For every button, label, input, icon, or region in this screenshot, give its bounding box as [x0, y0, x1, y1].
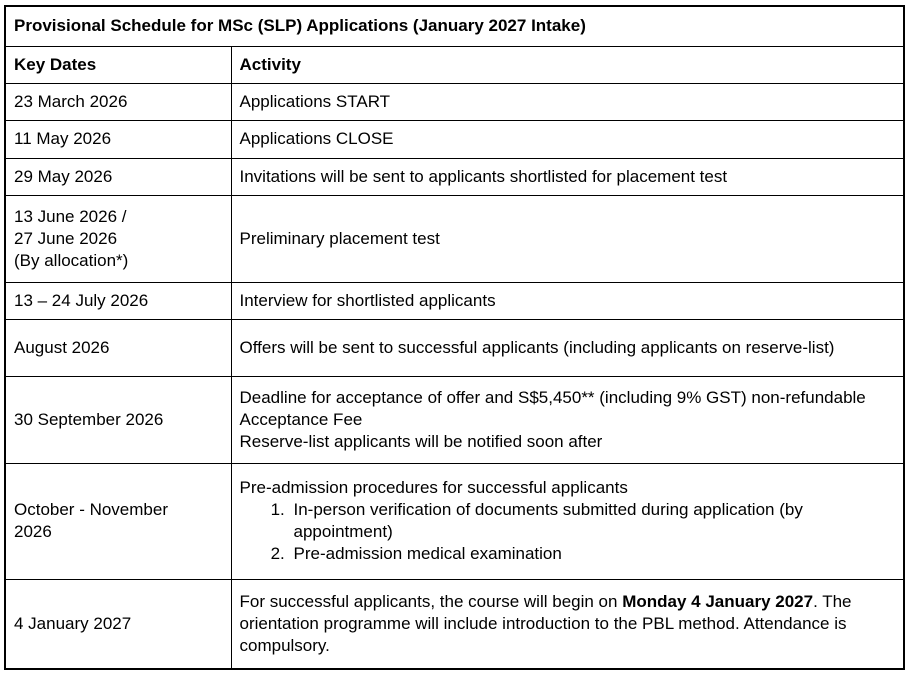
column-header-key-dates: Key Dates — [5, 46, 231, 83]
table-title-row — [5, 6, 904, 46]
activity-cell — [231, 376, 904, 463]
activity-cell — [231, 195, 904, 282]
activity-text: Invitations will be sent to applicants shortlisted for placement test — [239, 166, 728, 186]
table-header-row — [5, 46, 904, 83]
activity-text: For successful applicants, the course will begin on Monday 4 January 2027. The orientation programme will include introduction to the PBL method. Attendance is compulsory. — [239, 591, 852, 655]
key-dates-cell: 30 September 2026 — [5, 376, 231, 463]
key-dates-cell: 11 May 2026 — [5, 120, 231, 158]
table-row — [5, 579, 904, 669]
key-dates-cell: October - November 2026 — [5, 463, 231, 579]
key-dates-cell: 29 May 2026 — [5, 158, 231, 195]
activity-text: Applications CLOSE — [239, 129, 394, 148]
activity-cell — [231, 282, 904, 319]
activity-text: Reserve-list applicants will be notified soon after — [239, 431, 603, 451]
schedule-table — [4, 5, 905, 670]
list-item: 2. Pre-admission medical examination — [290, 543, 896, 565]
column-header-activity: Activity — [231, 46, 904, 83]
activity-cell — [231, 319, 904, 376]
activity-cell — [231, 158, 904, 195]
activity-cell — [231, 120, 904, 158]
key-dates-cell: 4 January 2027 — [5, 579, 231, 669]
table-row — [5, 83, 904, 120]
activity-text: Offers will be sent to successful applicants (including applicants on reserve-list) — [239, 337, 835, 357]
key-dates-cell: 23 March 2026 — [5, 83, 231, 120]
activity-numbered-list — [240, 499, 896, 565]
table-row — [5, 463, 904, 579]
table-row — [5, 120, 904, 158]
activity-text: Interview for shortlisted applicants — [239, 290, 496, 310]
list-item: 1. In-person verification of documents submitted during application (by appointment) — [290, 499, 896, 543]
activity-cell — [231, 83, 904, 120]
activity-cell — [231, 579, 904, 669]
key-dates-cell: 13 June 2026 / 27 June 2026 (By allocation*) — [5, 195, 231, 282]
table-row — [5, 319, 904, 376]
table-row — [5, 376, 904, 463]
table-row — [5, 282, 904, 319]
table-row — [5, 158, 904, 195]
table-title: Provisional Schedule for MSc (SLP) Applications (January 2027 Intake) — [5, 6, 904, 46]
activity-text: Applications START — [239, 91, 391, 111]
key-dates-cell: 13 – 24 July 2026 — [5, 282, 231, 319]
key-dates-cell: August 2026 — [5, 319, 231, 376]
activity-cell — [231, 463, 904, 579]
activity-text: Deadline for acceptance of offer and S$5,450** (including 9% GST) non-refundable Acceptance Fee — [239, 387, 866, 429]
activity-text: Pre-admission procedures for successful applicants — [239, 478, 628, 497]
table-body — [5, 83, 904, 669]
activity-text: Preliminary placement test — [239, 228, 440, 248]
table-row — [5, 195, 904, 282]
